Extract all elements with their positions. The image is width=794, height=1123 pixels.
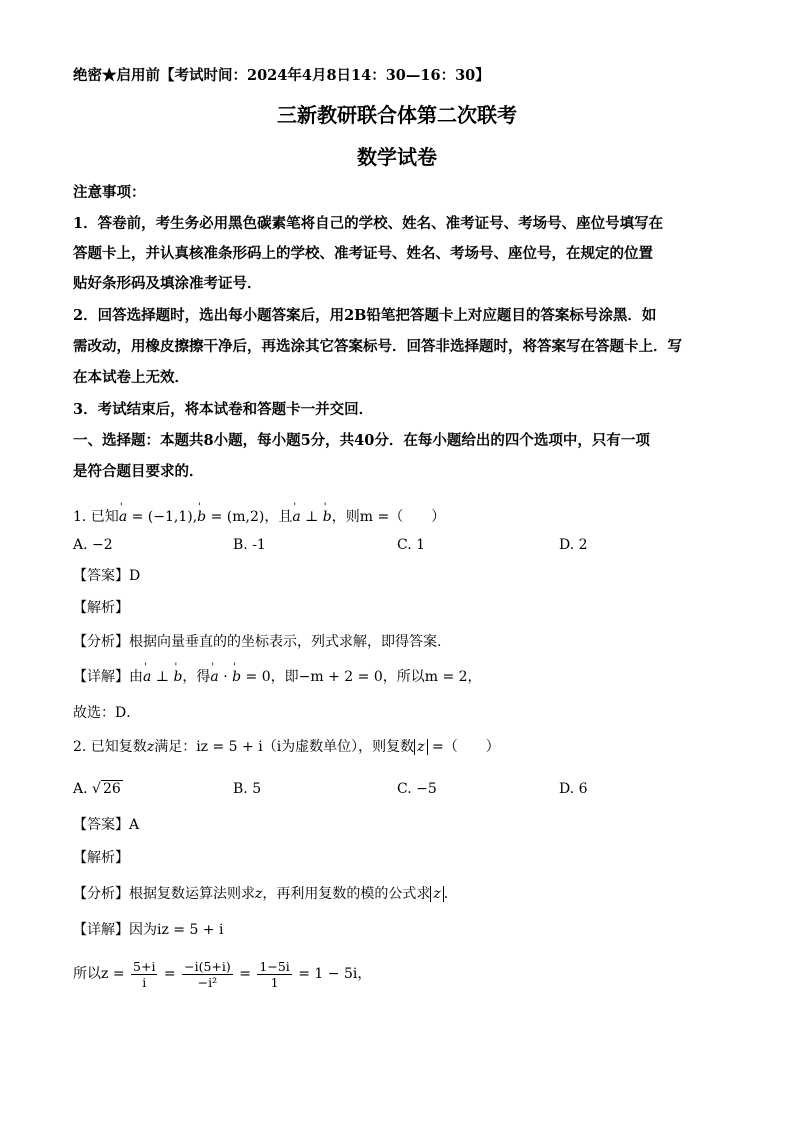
exam-title: 三新教研联合体第二次联考 [277, 103, 517, 127]
q2-option-a: A. √ 26 [73, 781, 121, 797]
q1-fenxi: 【分析】根据向量垂直的的坐标表示，列式求解，即得答案. [73, 634, 442, 650]
q2-detail: 【详解】因为iz = 5 + i [73, 922, 224, 938]
q2-stem: 2. 已知复数z满足：iz = 5 + i（i为虚数单位），则复数 z =（ ） [73, 739, 500, 755]
q1-option-b: B. -1 [233, 537, 266, 553]
q1-answer: 【答案】D [73, 568, 141, 584]
q1-stem: 1. 已知' a = (−1,1),' b = (m,2)，且' a ⊥ ' b，则m =（ ） [73, 507, 445, 527]
q2-fenxi: 【分析】根据复数运算法则求z，再利用复数的模的公式求 z . [73, 886, 449, 902]
note-1-line-1: 1．答卷前，考生务必用黑色碳素笔将自己的学校、姓名、准考证号、考场号、座位号填写在 [73, 215, 664, 232]
confidential-line: 绝密★启用前【考试时间：2024年4月8日14：30—16：30】 [73, 67, 490, 84]
fraction-3: $\frac{1-5i}{1}$ [259, 958, 290, 990]
exam-subtitle: 数学试卷 [357, 145, 437, 169]
section-1-line-2: 是符合题目要求的． [73, 463, 204, 480]
fraction-1: $\frac{5+i}{i}$ [133, 958, 156, 990]
q1-option-d: D. 2 [559, 537, 588, 553]
note-3: 3．考试结束后，将本试卷和答题卡一并交回． [73, 401, 374, 418]
note-2-line-2: 需改动，用橡皮擦擦干净后，再选涂其它答案标号．回答非选择题时，将答案写在答题卡上．写 [73, 338, 682, 355]
q1-analysis-tag: 【解析】 [73, 600, 129, 616]
q1-conclusion: 故选：D． [73, 705, 141, 721]
sqrt-sign: √ [92, 781, 101, 797]
note-2-line-1: 2．回答选择题时，选出每小题答案后，用2B铅笔把答题卡上对应题目的答案标号涂黑．如 [73, 307, 657, 324]
note-1-line-2: 答题卡上，并认真核准条形码上的学校、准考证号、姓名、考场号、座位号，在规定的位置 [73, 245, 653, 262]
fraction-2: $\frac{-i(5+i)}{\text{−i²}}$ [184, 958, 231, 990]
q1-option-a: A. −2 [73, 537, 113, 553]
note-1-line-3: 贴好条形码及填涂准考证号． [73, 275, 262, 292]
q2-answer: 【答案】A [73, 817, 140, 833]
section-1-line-1: 一、选择题：本题共8小题，每小题5分，共40分．在每小题给出的四个选项中，只有一项 [73, 432, 650, 449]
q2-derivation: 所以z = $\frac{5+i}{i}$ = $\frac{-i(5+i)}{\text{−i²}}$ = $\frac{1-5i}{1}$ = 1 − 5i， [73, 958, 372, 990]
q2-analysis-tag: 【解析】 [73, 850, 129, 866]
q1-detail: 【详解】由' a ⊥ ' b，得' a · ' b = 0，即−m + 2 = 0，所以m = 2， [73, 667, 482, 687]
q2-option-b: B. 5 [233, 781, 262, 797]
q2-option-d: D. 6 [559, 781, 588, 797]
notes-heading: 注意事项： [73, 184, 146, 201]
q2-option-c: C. −5 [397, 781, 437, 797]
note-2-line-3: 在本试卷上无效． [73, 369, 189, 386]
q1-option-c: C. 1 [397, 537, 426, 553]
